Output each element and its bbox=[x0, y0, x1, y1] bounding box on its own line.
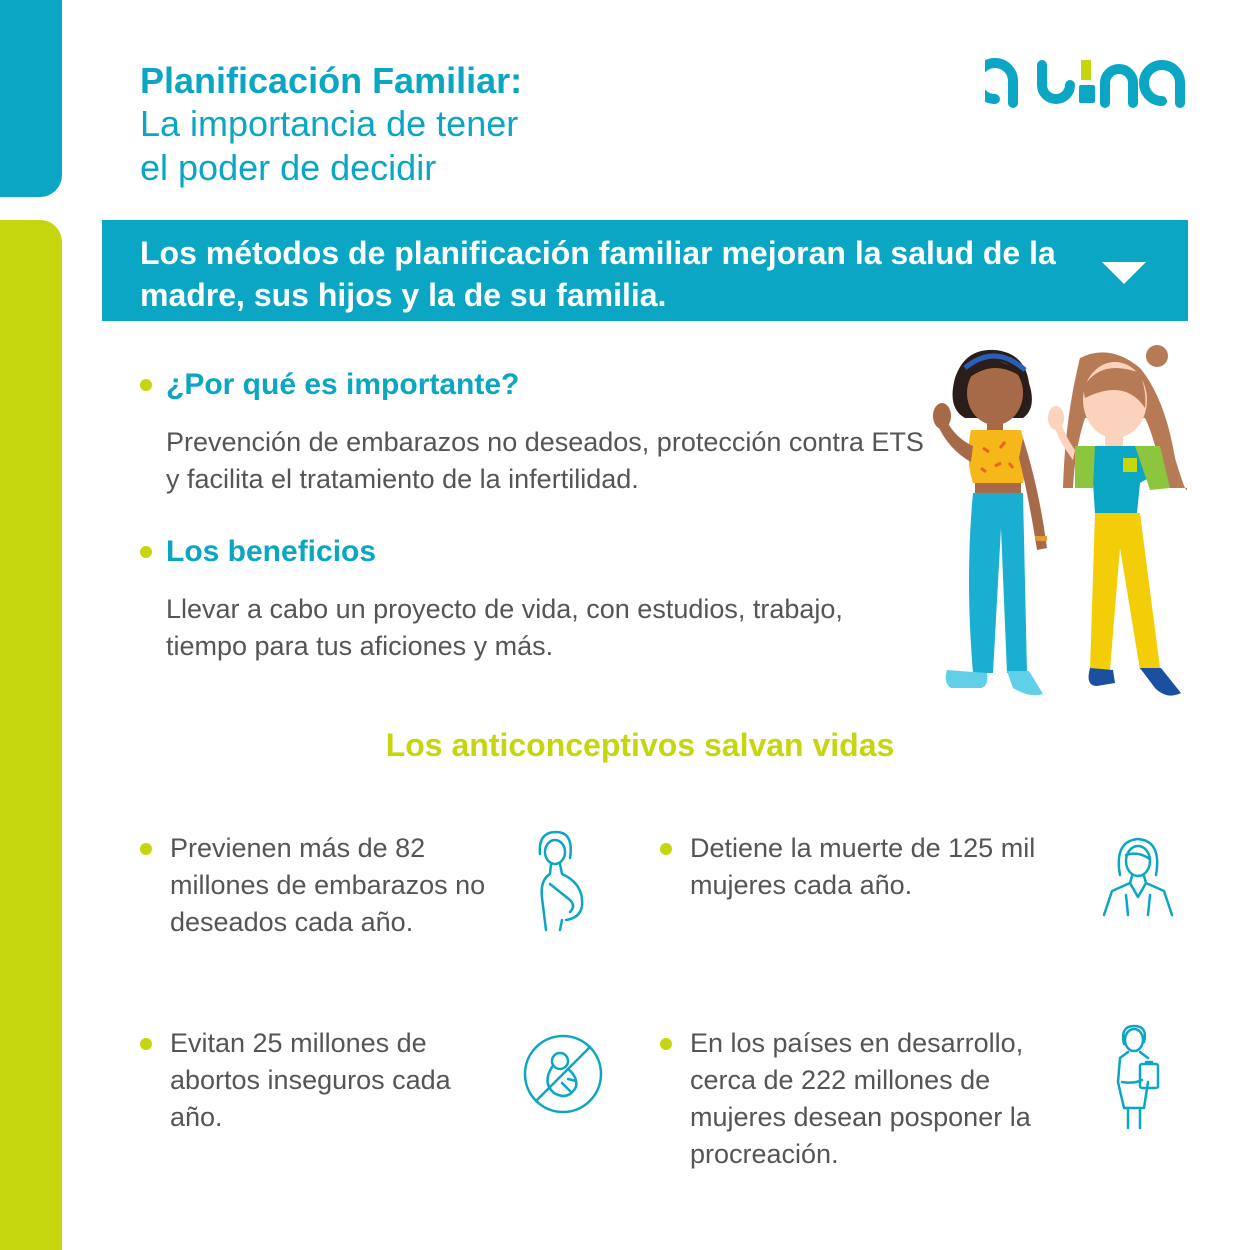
section-heading-text: Los beneficios bbox=[166, 535, 377, 568]
decorative-bar-blue bbox=[0, 0, 62, 197]
fact-item bbox=[660, 830, 1080, 904]
pregnant-woman-icon bbox=[526, 828, 590, 934]
banner-text: Los métodos de planificación familiar mejoran la salud de la madre, sus hijos y la de su familia. bbox=[140, 235, 1056, 313]
fact-item bbox=[140, 830, 530, 941]
bullet-dot bbox=[660, 843, 672, 855]
highlight-banner bbox=[102, 220, 1188, 321]
section-heading bbox=[140, 368, 926, 402]
bullet-dot bbox=[140, 843, 152, 855]
bullet-dot bbox=[660, 1038, 672, 1050]
section-importance bbox=[140, 368, 926, 498]
fact-text: Previenen más de 82 millones de embarazos no deseados cada año. bbox=[170, 833, 486, 937]
title-line-2: La importancia de tener bbox=[140, 103, 519, 144]
woman-icon bbox=[1100, 835, 1176, 917]
page-title bbox=[140, 60, 522, 190]
fact-text: Detiene la muerte de 125 mil mujeres cada año. bbox=[690, 833, 1036, 900]
section-heading bbox=[140, 535, 926, 569]
woman-with-clipboard-icon bbox=[1110, 1022, 1166, 1132]
two-women-illustration bbox=[925, 338, 1195, 708]
bullet-dot bbox=[140, 1038, 152, 1050]
title-line-1: Planificación Familiar: bbox=[140, 60, 523, 101]
fact-item bbox=[140, 1025, 500, 1136]
bullet-dot bbox=[140, 379, 152, 391]
section-body: Llevar a cabo un proyecto de vida, con estudios, trabajo, tiempo para tus aficiones y más. bbox=[166, 594, 843, 661]
section-benefits bbox=[140, 535, 926, 665]
no-abortion-icon bbox=[522, 1033, 604, 1115]
auna-logo bbox=[985, 55, 1190, 110]
triangle-down-icon bbox=[1102, 262, 1146, 284]
fact-text: En los países en desarrollo, cerca de 222 millones de mujeres desean posponer la procreación. bbox=[690, 1028, 1031, 1169]
bullet-dot bbox=[140, 546, 152, 558]
fact-text: Evitan 25 millones de abortos inseguros cada año. bbox=[170, 1028, 451, 1132]
subtitle: Los anticonceptivos salvan vidas bbox=[385, 727, 895, 763]
section-heading-text: ¿Por qué es importante? bbox=[166, 368, 520, 401]
title-line-3: el poder de decidir bbox=[140, 147, 437, 188]
section-body: Prevención de embarazos no deseados, protección contra ETS y facilita el tratamiento de la infertilidad. bbox=[166, 427, 924, 494]
fact-item bbox=[660, 1025, 1090, 1173]
